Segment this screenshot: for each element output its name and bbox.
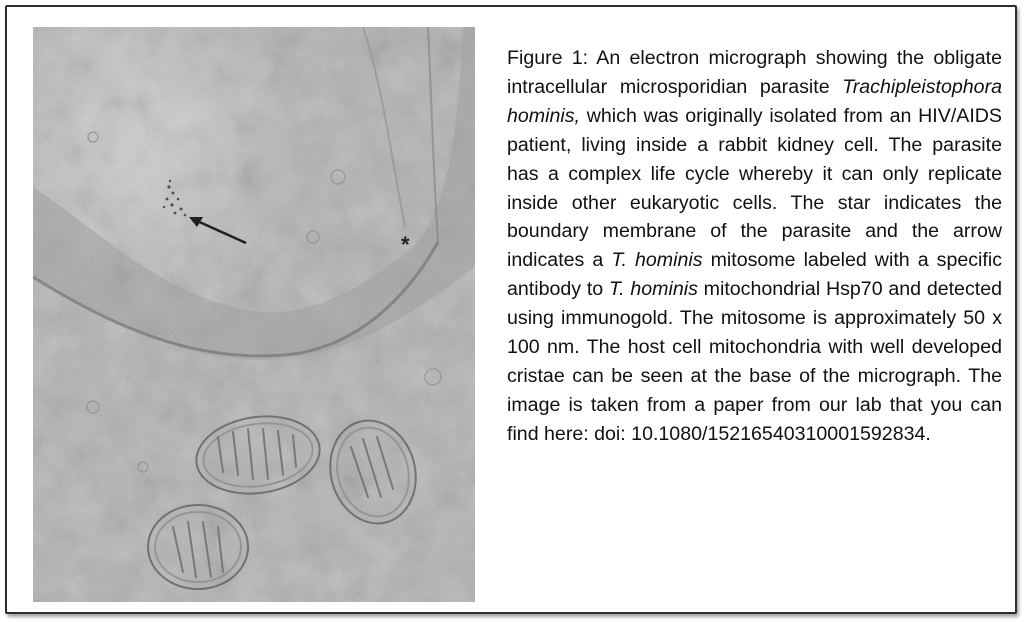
caption-species-short-1: T. hominis — [611, 249, 703, 272]
caption-part-4: mitochondrial Hsp70 and detected using immunogold. The mitosome is approximately 50 x 100 nm. The host cell mitochondria with well developed cristae can be seen at the base of the micrograph. The image is taken from a paper from our lab that you can find here: doi: 10.1080/15216540310001592834. — [507, 278, 1002, 445]
electron-micrograph-image — [33, 27, 475, 602]
caption-part-1: Figure 1: An electron micrograph showing the obligate intracellular microsporidian parasite — [507, 47, 1002, 98]
caption-species-short-2: T. hominis — [608, 278, 698, 301]
caption-part-2: which was originally isolated from an HIV/AIDS patient, living inside a rabbit kidney cell. The parasite has a complex life cycle whereby it can only replicate inside other eukaryotic cells. The star indicates the boundary membrane of the parasite and the arrow indicates a — [507, 104, 1002, 272]
figure-caption — [507, 44, 1002, 449]
figure-frame — [5, 5, 1017, 614]
micrograph-graphic — [33, 27, 475, 602]
caption-part-3: mitosome labeled with a specific antibody to — [507, 249, 1002, 301]
caption-species-name: Trachipleistophora hominis, — [507, 75, 1002, 127]
